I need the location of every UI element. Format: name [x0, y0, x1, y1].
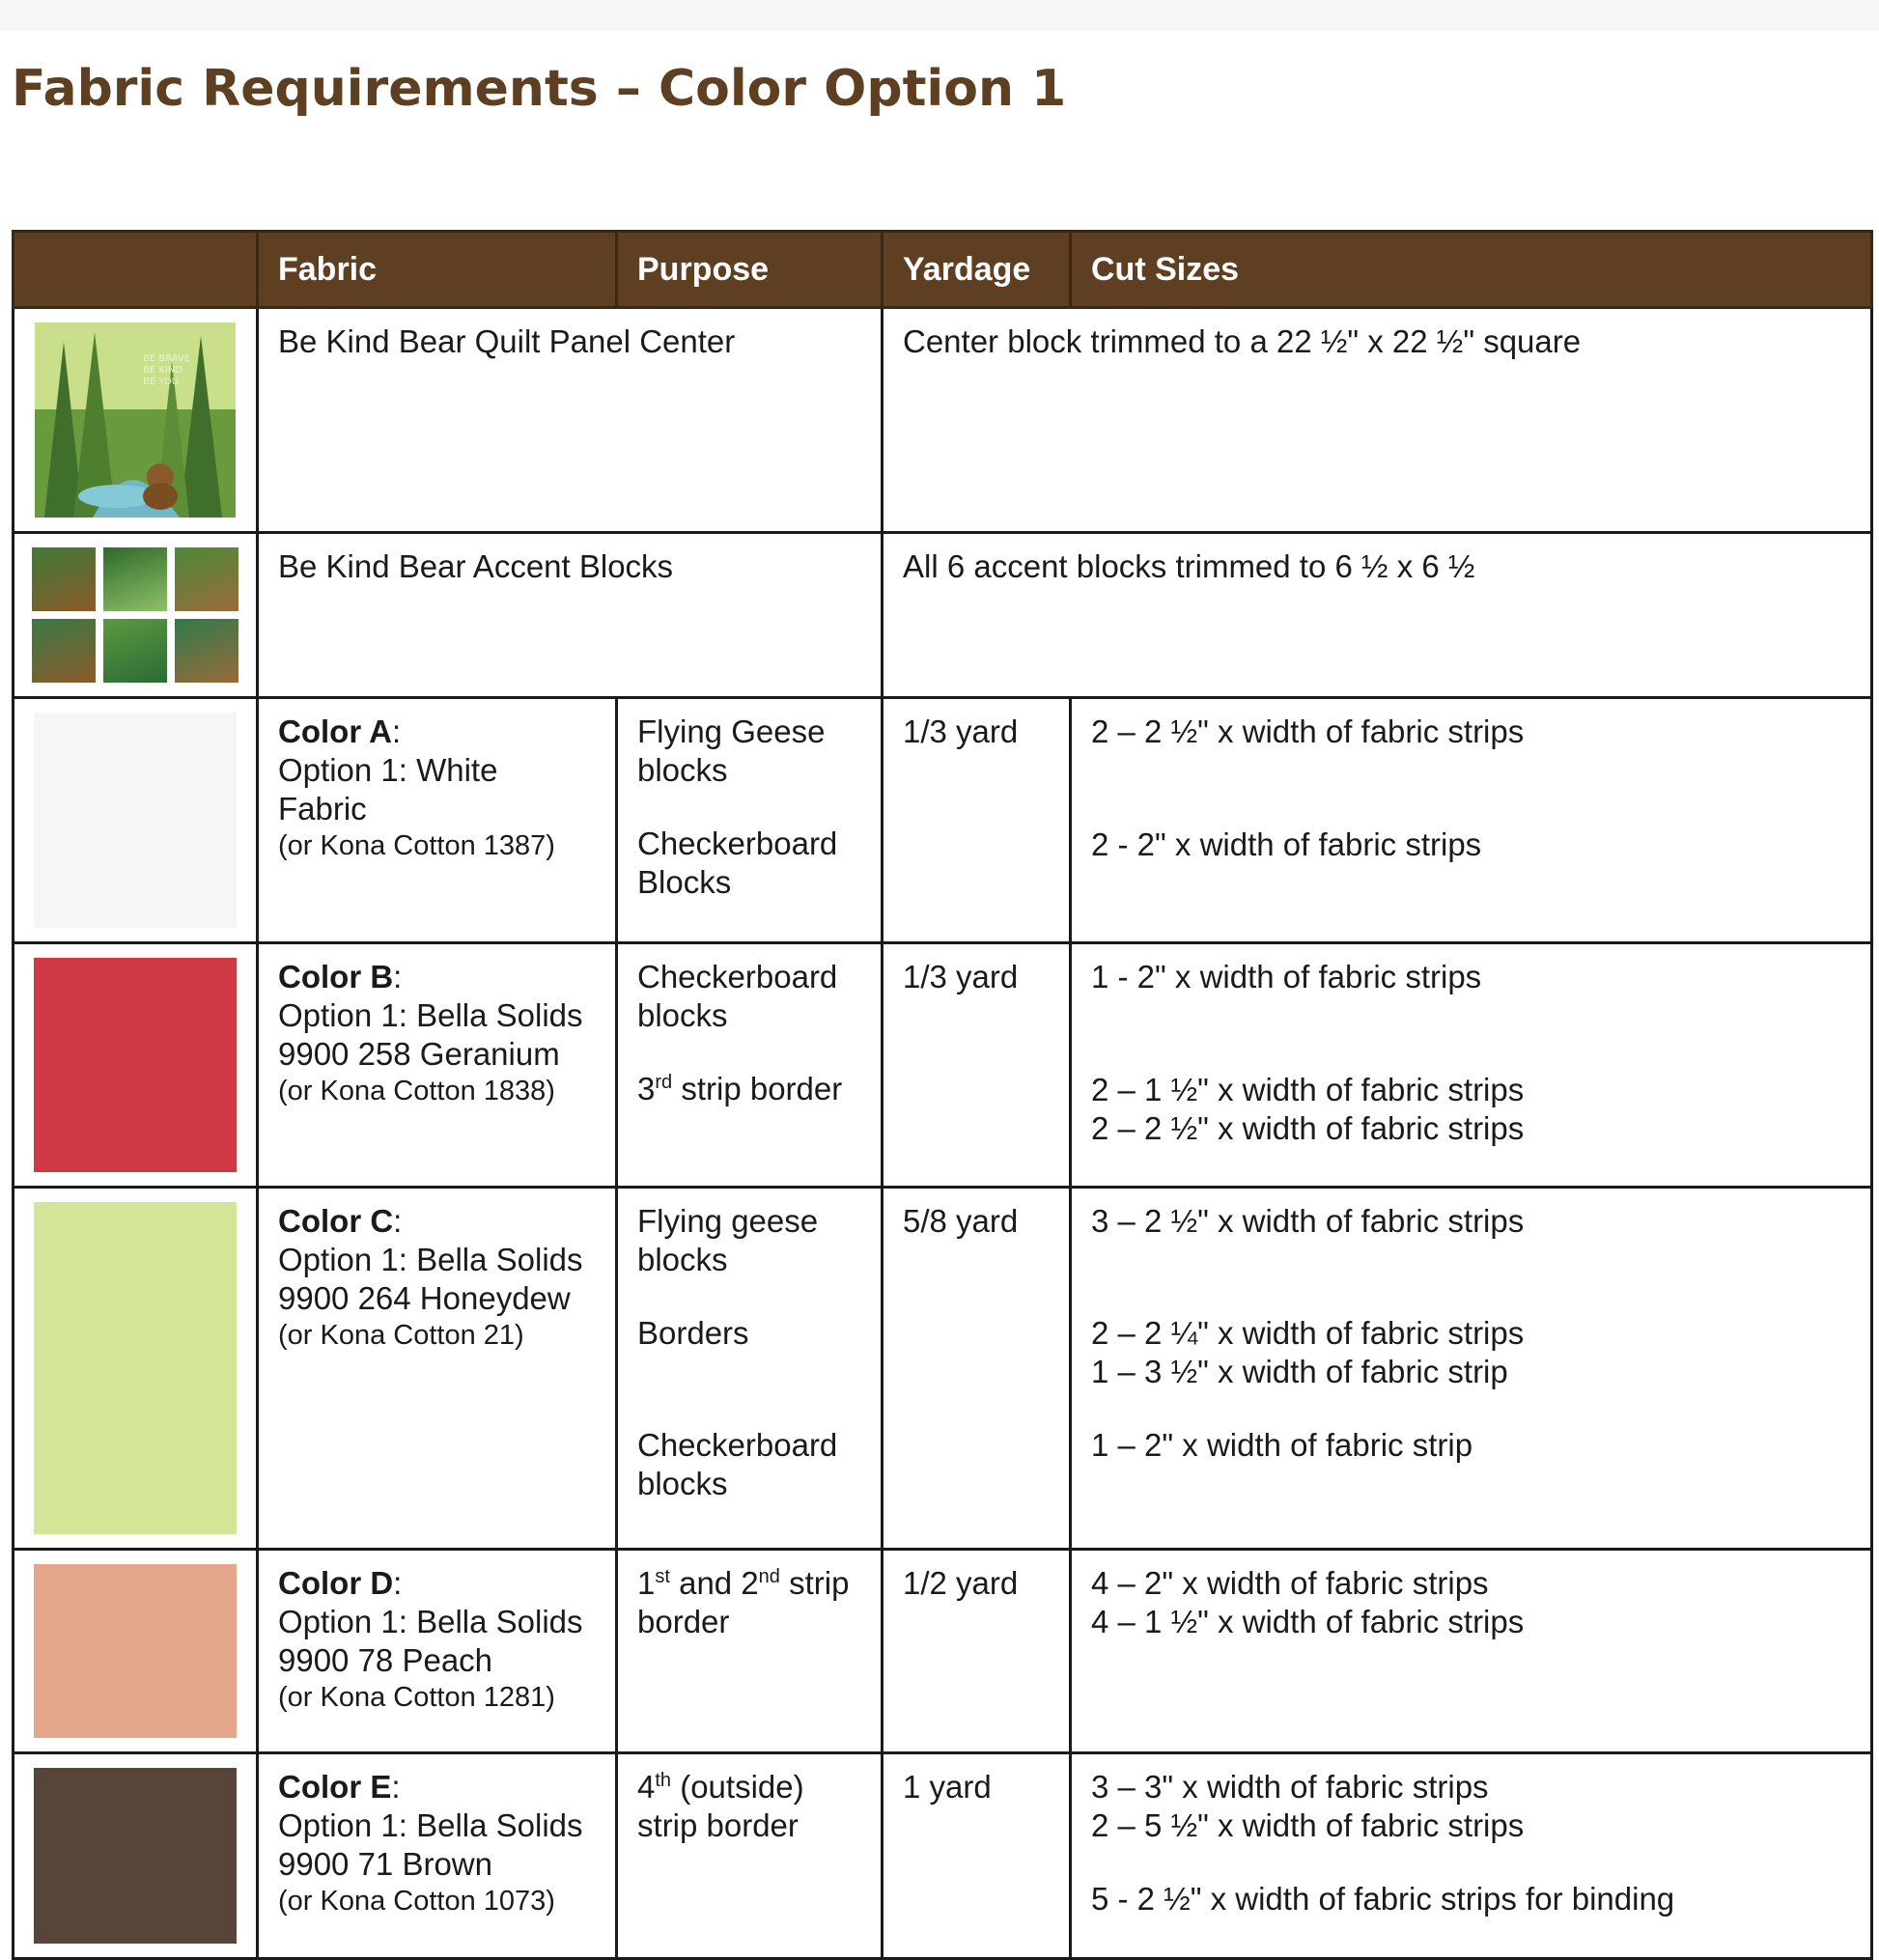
quilt-panel-image	[35, 322, 236, 518]
color-c-cut-1: 3 – 2 ½" x width of fabric strips	[1091, 1203, 1525, 1239]
color-b-cut-3: 2 – 2 ½" x width of fabric strips	[1091, 1110, 1525, 1146]
color-c-fabric-cell: Color C: Option 1: Bella Solids 9900 264 Honeydew (or Kona Cotton 21)	[258, 1188, 617, 1550]
color-c-alt: (or Kona Cotton 21)	[278, 1320, 524, 1351]
color-e-cut-3: 5 - 2 ½" x width of fabric strips for binding	[1091, 1881, 1675, 1917]
color-c-purpose-cell	[617, 1188, 883, 1550]
header-swatch	[14, 232, 258, 308]
color-d-swatch-cell	[14, 1550, 258, 1753]
color-c-purpose-3: Checkerboard blocks	[637, 1427, 838, 1501]
color-a-purpose-1: Flying Geese blocks	[637, 714, 826, 788]
color-e-cut-cell	[1071, 1753, 1872, 1959]
color-b-fabric-cell: Color B: Option 1: Bella Solids 9900 258 Geranium (or Kona Cotton 1838)	[258, 943, 617, 1188]
color-c-cut-2: 2 – 2 ¼" x width of fabric strips	[1091, 1315, 1525, 1351]
color-e-yardage: 1 yard	[883, 1753, 1071, 1959]
color-c-cut-3: 1 – 3 ½" x width of fabric strip	[1091, 1354, 1508, 1389]
table-header-row	[14, 232, 1872, 308]
color-d-option-line-2: 9900 78 Peach	[278, 1642, 493, 1678]
color-b-swatch	[34, 958, 237, 1172]
color-c-yardage: 5/8 yard	[883, 1188, 1071, 1550]
color-b-cut-1: 1 - 2" x width of fabric strips	[1091, 959, 1482, 994]
color-a-option-line-1: Option 1: White	[278, 752, 498, 788]
color-e-alt: (or Kona Cotton 1073)	[278, 1886, 555, 1917]
color-a-purpose-2: Checkerboard Blocks	[637, 826, 838, 900]
color-d-yardage: 1/2 yard	[883, 1550, 1071, 1753]
accent-fabric-cell: Be Kind Bear Accent Blocks	[258, 533, 883, 698]
page-title: Fabric Requirements – Color Option 1	[12, 60, 1067, 118]
color-b-purpose-2	[637, 1070, 861, 1108]
accent-block-image	[175, 619, 238, 683]
accent-block-image	[32, 619, 96, 683]
color-c-purpose-2: Borders	[637, 1315, 749, 1351]
color-c-name: Color C	[278, 1203, 394, 1239]
color-d-purpose-cell	[617, 1550, 883, 1753]
header-cut-sizes: Cut Sizes	[1071, 232, 1872, 308]
color-d-fabric-cell: Color D: Option 1: Bella Solids 9900 78 Peach (or Kona Cotton 1281)	[258, 1550, 617, 1753]
color-b-purpose-2-number: 3	[637, 1071, 656, 1106]
color-a-purpose-cell	[617, 698, 883, 943]
color-e-name: Color E	[278, 1769, 392, 1805]
color-d-purpose-number-1: 1	[637, 1565, 656, 1601]
color-a-swatch-cell	[14, 698, 258, 943]
header-fabric: Fabric	[258, 232, 617, 308]
color-a-name: Color A	[278, 714, 392, 749]
color-d-option-line-1: Option 1: Bella Solids	[278, 1604, 583, 1639]
header-purpose: Purpose	[617, 232, 883, 308]
color-a-cut-cell	[1071, 698, 1872, 943]
table-row-color-c	[14, 1188, 1872, 1550]
color-b-swatch-cell	[14, 943, 258, 1188]
panel-art-line-2: BE KIND	[143, 365, 183, 376]
color-c-purpose-1: Flying geese blocks	[637, 1203, 819, 1277]
color-c-option-line-2: 9900 264 Honeydew	[278, 1280, 571, 1316]
color-b-alt: (or Kona Cotton 1838)	[278, 1076, 555, 1106]
header-yardage: Yardage	[883, 232, 1071, 308]
table-row-color-e	[14, 1753, 1872, 1959]
color-c-cut-cell	[1071, 1188, 1872, 1550]
color-e-fabric-cell: Color E: Option 1: Bella Solids 9900 71 Brown (or Kona Cotton 1073)	[258, 1753, 617, 1959]
color-d-cut-cell	[1071, 1550, 1872, 1753]
color-b-purpose-1: Checkerboard blocks	[637, 959, 838, 1033]
color-c-cut-4: 1 – 2" x width of fabric strip	[1091, 1427, 1473, 1463]
color-b-cut-cell	[1071, 943, 1872, 1188]
panel-cut-cell: Center block trimmed to a 22 ½" x 22 ½" square	[883, 308, 1872, 533]
color-a-option-line-2: Fabric	[278, 791, 367, 826]
top-band	[0, 0, 1879, 31]
color-e-cut-2: 2 – 5 ½" x width of fabric strips	[1091, 1807, 1525, 1843]
color-b-option-line-2: 9900 258 Geranium	[278, 1036, 560, 1072]
panel-image-cell	[14, 308, 258, 533]
color-b-purpose-2-text: strip border	[672, 1071, 843, 1106]
accent-block-image	[103, 619, 167, 683]
color-b-cut-2: 2 – 1 ½" x width of fabric strips	[1091, 1072, 1525, 1107]
fabric-requirements-table	[12, 230, 1873, 1960]
color-d-swatch	[34, 1564, 237, 1738]
color-d-purpose-suffix-1: st	[655, 1566, 670, 1587]
panel-art-line-3: BE YOU	[143, 377, 180, 387]
color-c-swatch	[34, 1202, 237, 1534]
color-d-purpose-number-2: and 2	[669, 1565, 759, 1601]
color-c-option-line-1: Option 1: Bella Solids	[278, 1242, 583, 1277]
accent-block-image	[32, 547, 96, 611]
color-d-cut-1: 4 – 2" x width of fabric strips	[1091, 1565, 1489, 1601]
color-a-swatch	[34, 713, 237, 928]
color-e-option-line-1: Option 1: Bella Solids	[278, 1807, 583, 1843]
table-row-accent	[14, 533, 1872, 698]
color-d-purpose-suffix-2: nd	[758, 1566, 780, 1587]
color-a-fabric-cell: Color A: Option 1: White Fabric (or Kona Cotton 1387)	[258, 698, 617, 943]
panel-art-line-1: BE BRAVE	[143, 353, 191, 364]
color-b-option-line-1: Option 1: Bella Solids	[278, 997, 583, 1033]
color-d-alt: (or Kona Cotton 1281)	[278, 1682, 555, 1713]
color-d-cut-2: 4 – 1 ½" x width of fabric strips	[1091, 1604, 1525, 1639]
color-e-purpose	[637, 1768, 861, 1845]
table-row-panel	[14, 308, 1872, 533]
color-a-cut-2: 2 - 2" x width of fabric strips	[1091, 826, 1482, 862]
accent-block-image	[103, 547, 167, 611]
color-d-name: Color D	[278, 1565, 394, 1601]
color-e-purpose-number: 4	[637, 1769, 656, 1805]
accent-block-image	[175, 547, 238, 611]
accent-cut-cell: All 6 accent blocks trimmed to 6 ½ x 6 ½	[883, 533, 1872, 698]
color-a-alt: (or Kona Cotton 1387)	[278, 830, 555, 861]
color-b-yardage: 1/3 yard	[883, 943, 1071, 1188]
color-d-purpose-text: strip border	[637, 1565, 850, 1639]
color-e-cut-1: 3 – 3" x width of fabric strips	[1091, 1769, 1489, 1805]
color-e-purpose-suffix: th	[655, 1770, 672, 1791]
color-a-cut-1: 2 – 2 ½" x width of fabric strips	[1091, 714, 1525, 749]
color-e-purpose-cell	[617, 1753, 883, 1959]
panel-fabric-cell: Be Kind Bear Quilt Panel Center	[258, 308, 883, 533]
color-b-purpose-cell	[617, 943, 883, 1188]
accent-image-cell	[14, 533, 258, 698]
table-row-color-a	[14, 698, 1872, 943]
color-e-swatch	[34, 1768, 237, 1944]
table-row-color-b	[14, 943, 1872, 1188]
table-row-color-d	[14, 1550, 1872, 1753]
color-e-swatch-cell	[14, 1753, 258, 1959]
accent-blocks-image	[34, 547, 237, 683]
color-c-swatch-cell	[14, 1188, 258, 1550]
color-d-purpose	[637, 1564, 861, 1641]
color-e-purpose-text: (outside) strip border	[637, 1769, 804, 1843]
color-b-name: Color B	[278, 959, 394, 994]
color-a-yardage: 1/3 yard	[883, 698, 1071, 943]
color-e-option-line-2: 9900 71 Brown	[278, 1846, 492, 1882]
color-b-purpose-2-suffix: rd	[655, 1072, 673, 1093]
